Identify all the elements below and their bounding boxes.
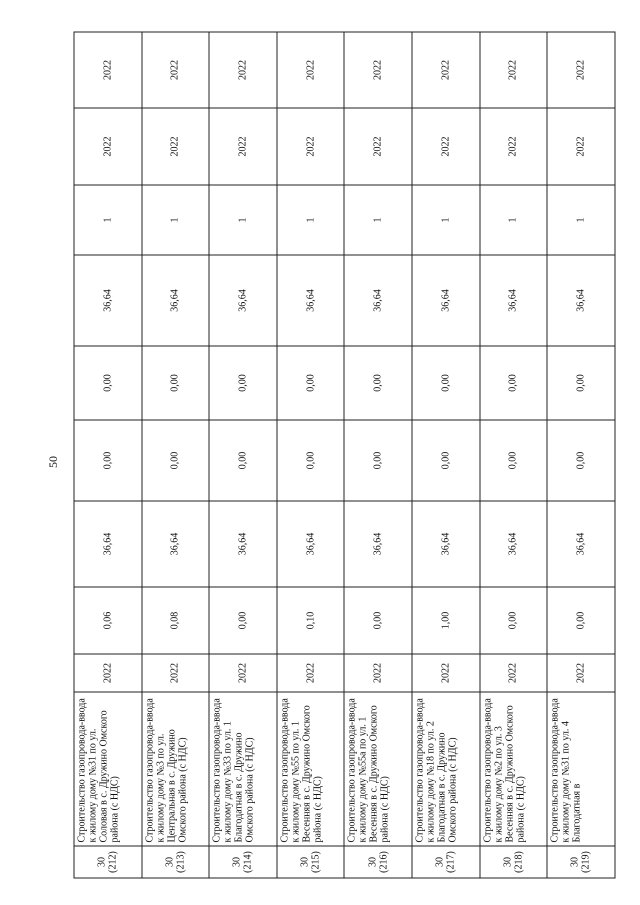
row-sub-number: (216): [378, 851, 390, 873]
value-cell-8: 2022: [277, 32, 345, 108]
value-cell-1: 0,00: [209, 587, 277, 654]
table-row: [344, 32, 412, 878]
description-cell: Строительство газопровода-ввода к жилому дому №3 по ул. Центральная в с. Дружино Омского района (с НДС): [142, 692, 210, 846]
table-row: [209, 32, 277, 878]
value-cell-1: 0,08: [142, 587, 210, 654]
value-cell-4: 0,00: [74, 346, 142, 420]
value-cell-2: 36,64: [74, 501, 142, 587]
table-row: [74, 32, 142, 878]
description-cell: Строительство газопровода-ввода к жилому дому №2 по ул. 3 Весенняя в с. Дружино Омского района (с НДС): [480, 692, 548, 846]
value-cell-4: 0,00: [209, 346, 277, 420]
value-cell-8: 2022: [142, 32, 210, 108]
data-table: [74, 32, 616, 879]
value-cell-3: 0,00: [344, 420, 412, 501]
row-number: 30: [96, 857, 108, 867]
description-cell: Строительство газопровода-ввода к жилому дому №55 по ул. 1 Весенняя в с. Дружино Омского района (с НДС): [277, 692, 345, 846]
row-sub-number: (218): [513, 851, 525, 873]
value-cell-3: 0,00: [209, 420, 277, 501]
value-cell-1: 0,00: [547, 587, 615, 654]
value-cell-5: 36,64: [142, 255, 210, 346]
value-cell-3: 0,00: [74, 420, 142, 501]
row-number-cell: [74, 846, 142, 878]
value-cell-6: 1: [344, 185, 412, 255]
value-cell-7: 2022: [480, 108, 548, 185]
value-cell-7: 2022: [209, 108, 277, 185]
value-cell-8: 2022: [547, 32, 615, 108]
value-cell-5: 36,64: [480, 255, 548, 346]
value-cell-5: 36,64: [547, 255, 615, 346]
table-row: [480, 32, 548, 878]
year-cell: 2022: [480, 654, 548, 692]
value-cell-4: 0,00: [142, 346, 210, 420]
value-cell-2: 36,64: [480, 501, 548, 587]
year-cell: 2022: [209, 654, 277, 692]
table-row: [412, 32, 480, 878]
value-cell-5: 36,64: [74, 255, 142, 346]
row-number: 30: [299, 857, 311, 867]
value-cell-2: 36,64: [547, 501, 615, 587]
row-number: 30: [569, 857, 581, 867]
value-cell-8: 2022: [74, 32, 142, 108]
description-cell: Строительство газопровода-ввода к жилому дому №33 по ул. 1 Благодатная в с. Дружино Омского района (с НДС): [209, 692, 277, 846]
value-cell-6: 1: [277, 185, 345, 255]
value-cell-1: 0,06: [74, 587, 142, 654]
year-cell: 2022: [344, 654, 412, 692]
row-sub-number: (219): [580, 851, 592, 873]
row-number: 30: [164, 857, 176, 867]
row-number-cell: [412, 846, 480, 878]
value-cell-2: 36,64: [209, 501, 277, 587]
value-cell-2: 36,64: [277, 501, 345, 587]
value-cell-2: 36,64: [142, 501, 210, 587]
table-row: [142, 32, 210, 878]
description-cell: Строительство газопровода-ввода к жилому дому №55а по ул. 1 Весенняя в с. Дружино Омского района (с НДС): [344, 692, 412, 846]
value-cell-2: 36,64: [412, 501, 480, 587]
value-cell-2: 36,64: [344, 501, 412, 587]
value-cell-3: 0,00: [412, 420, 480, 501]
year-cell: 2022: [142, 654, 210, 692]
value-cell-3: 0,00: [547, 420, 615, 501]
value-cell-7: 2022: [344, 108, 412, 185]
value-cell-6: 1: [547, 185, 615, 255]
value-cell-5: 36,64: [209, 255, 277, 346]
value-cell-3: 0,00: [142, 420, 210, 501]
page-number: 50: [46, 456, 60, 468]
value-cell-5: 36,64: [412, 255, 480, 346]
value-cell-8: 2022: [480, 32, 548, 108]
value-cell-4: 0,00: [412, 346, 480, 420]
row-number: 30: [231, 857, 243, 867]
value-cell-4: 0,00: [547, 346, 615, 420]
value-cell-6: 1: [74, 185, 142, 255]
value-cell-1: 0,10: [277, 587, 345, 654]
row-sub-number: (212): [107, 851, 119, 873]
row-number-cell: [277, 846, 345, 878]
row-sub-number: (215): [310, 851, 322, 873]
value-cell-7: 2022: [277, 108, 345, 185]
value-cell-6: 1: [142, 185, 210, 255]
table-row: [277, 32, 345, 878]
value-cell-7: 2022: [547, 108, 615, 185]
value-cell-8: 2022: [344, 32, 412, 108]
value-cell-3: 0,00: [480, 420, 548, 501]
row-number: 30: [434, 857, 446, 867]
value-cell-8: 2022: [412, 32, 480, 108]
description-cell: Строительство газопровода-ввода к жилому дому №31 по ул. 4 Благодатная в: [547, 692, 615, 846]
row-number-cell: [209, 846, 277, 878]
row-number-cell: [142, 846, 210, 878]
row-sub-number: (214): [242, 851, 254, 873]
year-cell: 2022: [277, 654, 345, 692]
value-cell-3: 0,00: [277, 420, 345, 501]
table-container: [74, 33, 615, 879]
value-cell-7: 2022: [142, 108, 210, 185]
value-cell-5: 36,64: [344, 255, 412, 346]
row-number-cell: [344, 846, 412, 878]
value-cell-7: 2022: [412, 108, 480, 185]
year-cell: 2022: [547, 654, 615, 692]
table-row: [547, 32, 615, 878]
row-number: 30: [367, 857, 379, 867]
description-cell: Строительство газопровода-ввода к жилому дому №18 по ул. 2 Благодатная в с. Дружино Омского района (с НДС): [412, 692, 480, 846]
value-cell-4: 0,00: [277, 346, 345, 420]
row-number-cell: [547, 846, 615, 878]
value-cell-8: 2022: [209, 32, 277, 108]
row-number-cell: [480, 846, 548, 878]
value-cell-7: 2022: [74, 108, 142, 185]
value-cell-5: 36,64: [277, 255, 345, 346]
description-cell: Строительство газопровода-ввода к жилому дому №31 по ул. Соловая в с. Дружино Омского района (с НДС): [74, 692, 142, 846]
value-cell-6: 1: [209, 185, 277, 255]
year-cell: 2022: [412, 654, 480, 692]
value-cell-4: 0,00: [344, 346, 412, 420]
value-cell-1: 0,00: [480, 587, 548, 654]
row-sub-number: (217): [445, 851, 457, 873]
table-body: [74, 32, 615, 878]
year-cell: 2022: [74, 654, 142, 692]
value-cell-6: 1: [412, 185, 480, 255]
value-cell-6: 1: [480, 185, 548, 255]
row-number: 30: [502, 857, 514, 867]
row-sub-number: (213): [175, 851, 187, 873]
value-cell-1: 0,00: [344, 587, 412, 654]
value-cell-4: 0,00: [480, 346, 548, 420]
value-cell-1: 1,00: [412, 587, 480, 654]
